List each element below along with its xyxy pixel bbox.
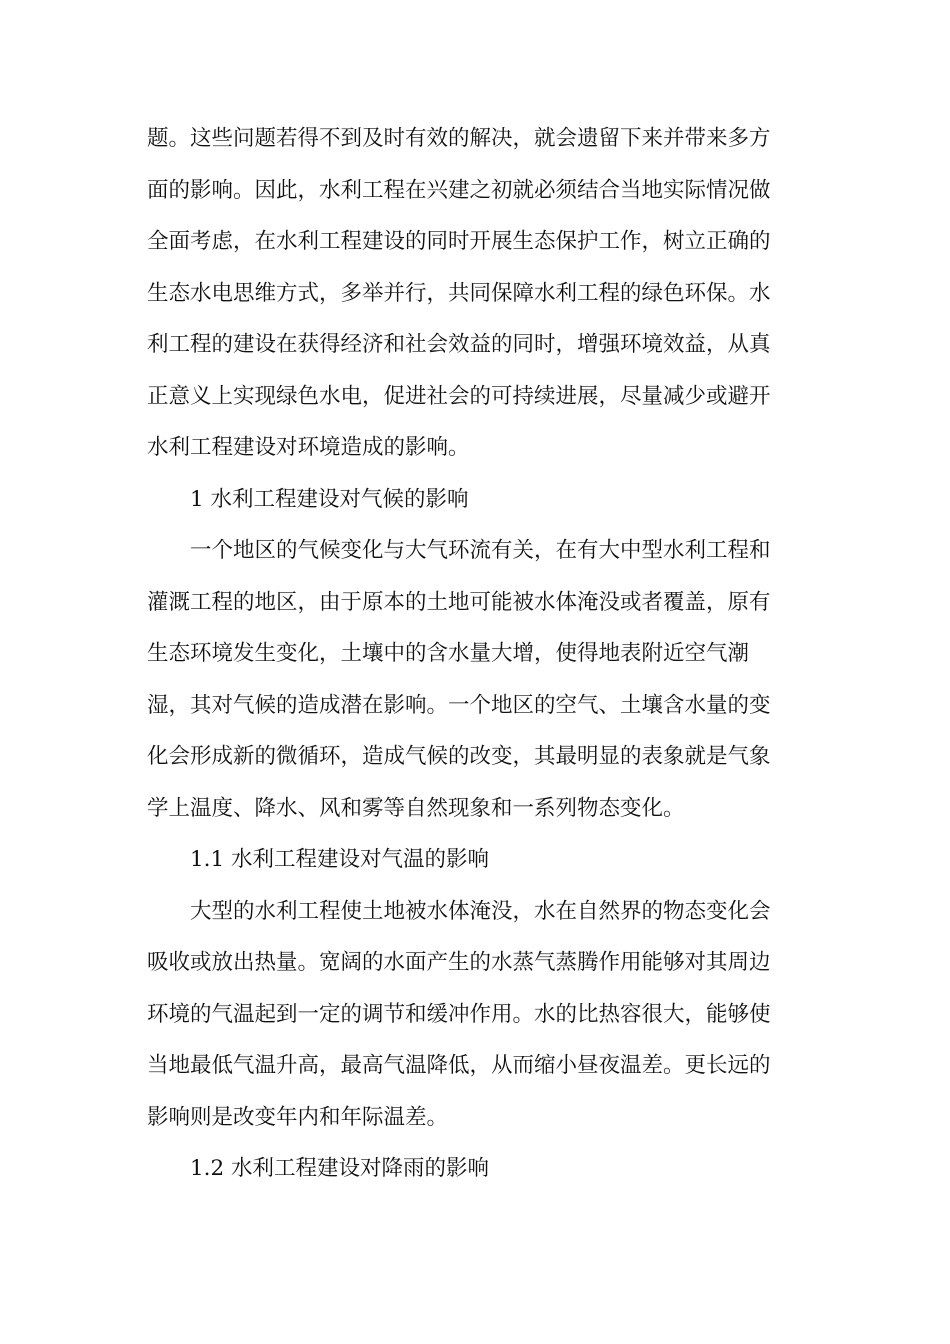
text-line: 灌溉工程的地区，由于原本的土地可能被水体淹没或者覆盖，原有	[147, 589, 771, 615]
text-line: 全面考虑，在水利工程建设的同时开展生态保护工作，树立正确的	[147, 229, 771, 254]
document-body	[147, 113, 797, 1195]
text-line: 环境的气温起到一定的调节和缓冲作用。水的比热容很大，能够使	[147, 1001, 771, 1027]
text-line: 一个地区的气候变化与大气环流有关，在有大中型水利工程和	[190, 538, 771, 563]
text-line: 利工程的建设在获得经济和社会效益的同时，增强环境效益，从真	[147, 332, 771, 357]
text-line: 水利工程建设对环境造成的影响。	[147, 435, 470, 460]
text-line: 当地最低气温升高，最高气温降低，从而缩小昼夜温差。更长远的	[147, 1053, 771, 1078]
text-line: 生态环境发生变化，土壤中的含水量大增，使得地表附近空气潮	[147, 641, 750, 666]
text-line: 化会形成新的微循环，造成气候的改变，其最明显的表象就是气象	[147, 744, 771, 769]
text-line: 学上温度、降水、风和雾等自然现象和一系列物态变化。	[147, 795, 685, 821]
text-line: 正意义上实现绿色水电，促进社会的可持续进展，尽量减少或避开	[147, 383, 771, 409]
text-line: 1.1 水利工程建设对气温的影响	[190, 847, 490, 872]
text-line: 1 水利工程建设对气候的影响	[190, 486, 469, 512]
text-line: 影响则是改变年内和年际温差。	[147, 1104, 449, 1130]
text-line: 1.2 水利工程建设对降雨的影响	[190, 1156, 490, 1181]
text-line: 大型的水利工程使土地被水体淹没，水在自然界的物态变化会	[190, 898, 771, 924]
text-line: 面的影响。因此，水利工程在兴建之初就必须结合当地实际情况做	[147, 177, 771, 203]
text-line: 吸收或放出热量。宽阔的水面产生的水蒸气蒸腾作用能够对其周边	[147, 950, 771, 975]
text-line: 题。这些问题若得不到及时有效的解决，就会遗留下来并带来多方	[147, 126, 771, 151]
text-line: 湿，其对气候的造成潜在影响。一个地区的空气、土壤含水量的变	[147, 692, 771, 718]
text-line: 生态水电思维方式，多举并行，共同保障水利工程的绿色环保。水	[147, 280, 771, 306]
